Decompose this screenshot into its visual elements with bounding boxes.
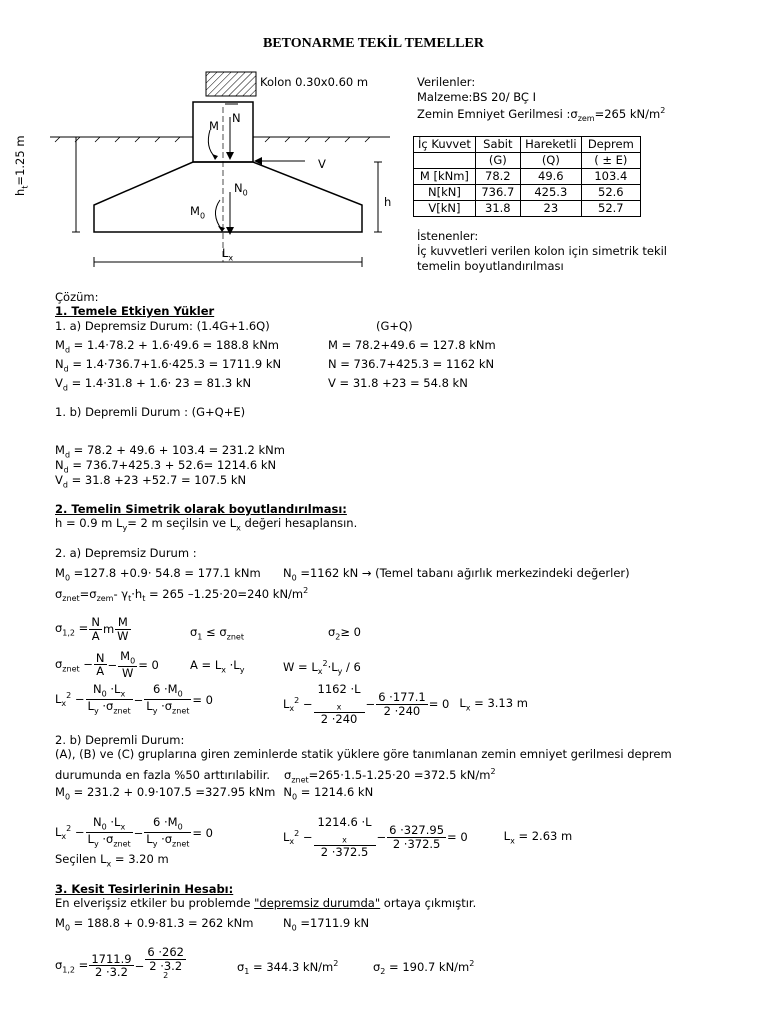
- lx-equation: $L_x^2$ − $\frac{N_0 \cdot L_x}{L_y \cdot\sigma_{znet}}$ − $\frac{6 \cdot M_0}{L_y \cdot\sigma_{znet}}$ = 0: [55, 682, 213, 716]
- table-header: İç Kuvvet: [414, 137, 476, 153]
- table-cell: 736.7: [475, 185, 520, 201]
- lx-equation: $L_x^2$ − $\frac{N_0 \cdot L_x}{L_y \cdot\sigma_{znet}}$ − $\frac{6 \cdot M_0}{L_y \cdot\sigma_{znet}}$ = 0: [55, 815, 213, 849]
- table-header: [414, 153, 476, 169]
- stress-result: $\sigma_2 = 190.7$ $kN/m^2$: [373, 959, 475, 977]
- equation: $V_d = 31.8 +23 +52.7 = 107.5$ kN: [55, 473, 247, 490]
- m0-label: $M_0$: [190, 204, 206, 221]
- n0-label: $N_0$: [234, 181, 248, 198]
- equation: $M_d = 1.4\cdot 78.2 + 1.6\cdot 49.6 = 188.8$ kNm: [55, 338, 279, 355]
- case-heading: 1. a) Depremsiz Durum: (1.4G+1.6Q): [55, 319, 270, 333]
- table-cell: 31.8: [475, 201, 520, 217]
- ht-label: $h_t=1.25$ m: [13, 135, 30, 196]
- text-line: En elverişsiz etkiler bu problemde "depremsiz durumda" ortaya çıkmıştır.: [55, 896, 477, 910]
- equation: M = 78.2+49.6 = 127.8 kNm: [328, 338, 496, 352]
- table-cell: V[kN]: [414, 201, 476, 217]
- soil-line: Zemin Emniyet Gerilmesi $:\sigma_{zem}=265$ $kN/m^2$: [417, 106, 666, 124]
- moment-label: M: [209, 119, 219, 133]
- table-row: [414, 201, 641, 217]
- condition: $\sigma_2\ge 0$: [328, 625, 361, 642]
- footing-figure: [50, 62, 410, 272]
- case-heading: 2. b) Depremli Durum:: [55, 733, 185, 747]
- equation: $N_0 =1711.9$ kN: [283, 916, 370, 933]
- table-header: ( ± E): [581, 153, 640, 169]
- lx-label: $L_x$: [222, 246, 234, 263]
- table-cell: 425.3: [520, 185, 581, 201]
- equation: $M_d = 78.2 + 49.6 + 103.4 = 231.2$ kNm: [55, 443, 285, 460]
- table-header: (G): [475, 153, 520, 169]
- condition: $\sigma_1 \le \sigma_{znet}$: [190, 625, 244, 642]
- case-heading: 2. a) Depremsiz Durum :: [55, 546, 197, 560]
- section-heading: 3. Kesit Tesirlerinin Hesabı:: [55, 882, 234, 896]
- equation: $N_0 =1162$ kN → (Temel tabanı ağırlık merkezindeki değerler): [283, 566, 630, 583]
- area-formula: $A = L_x \cdot L_y$: [190, 658, 245, 675]
- equation: V = 31.8 +23 = 54.8 kN: [328, 376, 468, 390]
- stress-formula: $\sigma_{1,2}$ = $\frac{N}{A}$ m $\frac{M}{W}$: [55, 615, 129, 643]
- h-label: h: [384, 195, 392, 209]
- text-line: durumunda en fazla %50 arttırılabilir. $\sigma_{znet}=265\cdot 1.5-1.25\cdot 20 =372.5$ $kN/m^2$: [55, 767, 496, 785]
- text-line: h = 0.9 m $L_y= 2$ m seçilsin ve $L_x$ değeri hesaplansın.: [55, 516, 358, 533]
- lx-equation-numeric: $L_x^2$ − 1214.6 ·L $_x$ 2 ·372.5 − $\frac{6 \cdot 327.95}{2 \cdot 372.5}$ = 0 $L_x = 2.63$ m: [283, 815, 573, 859]
- table-cell: 103.4: [581, 169, 640, 185]
- case-heading: 1. b) Depremli Durum : (G+Q+E): [55, 405, 246, 419]
- loads-table: [413, 136, 641, 217]
- axial-label: N: [232, 111, 241, 125]
- modulus-formula: $W = L_x^2\cdot L_y / 6$: [283, 659, 361, 677]
- table-row: [414, 185, 641, 201]
- equation: $M_0 =127.8 +0.9\cdot 54.8 = 177.1$ kNm: [55, 566, 261, 583]
- equation: $M_0 = 231.2 + 0.9\cdot 107.5 =327.95$ kNm $N_0 = 1214.6$ kN: [55, 785, 374, 802]
- table-cell: 78.2: [475, 169, 520, 185]
- wanted-line: İç kuvvetleri verilen kolon için simetrik tekil: [417, 244, 667, 258]
- stress-result: $\sigma_1 = 344.3$ $kN/m^2$: [237, 959, 339, 977]
- table-cell: 49.6: [520, 169, 581, 185]
- table-cell: 23: [520, 201, 581, 217]
- table-header: Sabit: [475, 137, 520, 153]
- equation: N = 736.7+425.3 = 1162 kN: [328, 357, 495, 371]
- solution-label: Çözüm:: [55, 290, 99, 304]
- lx-equation-numeric: $L_x^2$ − 1162 ·L $_x$ 2 ·240 − $\frac{6 \cdot 177.1}{2 \cdot 240}$ = 0 $L_x = 3.13$ m: [283, 682, 528, 726]
- chosen-value: Seçilen $L_x = 3.20$ m: [55, 852, 169, 869]
- case-heading: (G+Q): [376, 319, 413, 333]
- table-header: (Q): [520, 153, 581, 169]
- equation: $V_d = 1.4\cdot 31.8 + 1.6\cdot 23 = 81.3$ kN: [55, 376, 252, 393]
- table-header: Hareketli: [520, 137, 581, 153]
- section-heading: 2. Temelin Simetrik olarak boyutlandırılması:: [55, 502, 347, 516]
- table-row: [414, 169, 641, 185]
- table-cell: 52.6: [581, 185, 640, 201]
- shear-label: V: [318, 157, 326, 171]
- table-subheader-row: [414, 153, 641, 169]
- equation: $\sigma_{znet}=\sigma_{zem}-$ $\gamma_t\cdot h_t = 265$ –1.25·20=240 $kN/m^2$: [55, 586, 309, 604]
- equation: $M_0 = 188.8 + 0.9\cdot 81.3 = 262$ kNm: [55, 916, 254, 933]
- table-cell: 52.7: [581, 201, 640, 217]
- net-stress-formula: $\sigma_{znet}$ − $\frac{N}{A}$ − $\frac{M_0}{W}$ = 0: [55, 649, 159, 681]
- table-cell: M [kNm]: [414, 169, 476, 185]
- table-header: Deprem: [581, 137, 640, 153]
- wanted-heading: İstenenler:: [417, 229, 479, 243]
- section-heading: 1. Temele Etkiyen Yükler: [55, 304, 215, 318]
- text-line: (A), (B) ve (C) gruplarına giren zeminlerde statik yüklere göre tanımlanan zemin emniyet gerilmesi deprem: [55, 747, 672, 761]
- column-label: Kolon 0.30x0.60 m: [260, 75, 369, 89]
- stress-result-formula: $\sigma_{1,2}$ = $\frac{1711.9}{2 \cdot 3.2}$ − 6 ·262 2 ·3.2 $^2$: [55, 946, 187, 986]
- table-cell: N[kN]: [414, 185, 476, 201]
- wanted-line: temelin boyutlandırılması: [417, 259, 564, 273]
- material-line: Malzeme:BS 20/ BÇ I: [417, 90, 536, 104]
- givens-heading: Verilenler:: [417, 75, 476, 89]
- equation: $N_d = 736.7+425.3 + 52.6= 1214.6$ kN: [55, 458, 277, 475]
- equation: $N_d = 1.4\cdot 736.7+1.6\cdot 425.3 = 1711.9$ kN: [55, 357, 282, 374]
- table-header-row: [414, 137, 641, 153]
- page-title: BETONARME TEKİL TEMELLER: [263, 36, 484, 51]
